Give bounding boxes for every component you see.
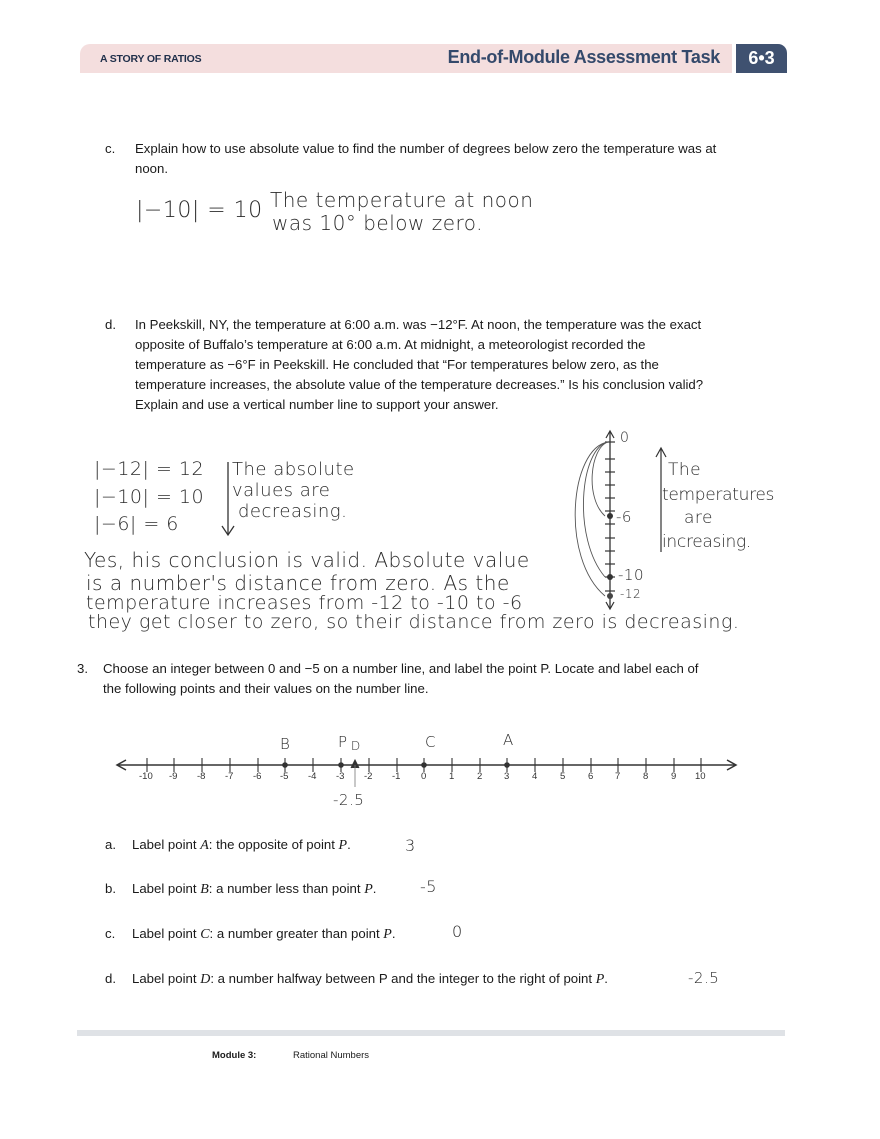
tick-label: 1 [449,771,455,782]
point-label-p: P [338,733,348,751]
hw-answer-line: The temperature at noon [270,188,534,212]
hw-note-line: values are [232,480,331,501]
hw-answer-b: -5 [420,877,437,896]
footer-divider [77,1030,785,1036]
q3-prompt-line: Choose an integer between 0 and −5 on a number line, and label the point P. Locate and label each of [103,661,699,676]
hw-note-line: are [684,508,713,528]
tick-label: 9 [671,771,677,782]
item-end: . [347,837,351,852]
q3-number: 3. [77,661,88,676]
footer-module-name: Rational Numbers [293,1050,370,1061]
tick-labels [110,771,750,785]
item-end: . [372,881,377,896]
tick-label: 6 [588,771,594,782]
part-c-prompt [135,139,795,179]
tick-label: 3 [504,771,510,782]
hw-equation: |−10| = 10 [136,198,263,223]
item-pre: Label point [132,926,201,941]
footer-module: Module 3: [212,1050,257,1061]
item-label: d. [105,971,116,986]
tick-label: 5 [560,771,566,782]
point-label-c: C [425,733,436,751]
item-post: : the opposite of point [208,837,339,852]
item-pre: Label point [132,837,201,852]
hw-explanation-line: temperature increases from -12 to -10 to -6 [86,592,523,614]
tick-label: -6 [253,771,262,782]
point-label-d: D [351,739,361,753]
item-text [132,879,376,900]
hw-note-line: The [668,460,702,480]
tick-label: 0 [421,771,427,782]
tick-label: -1 [392,771,401,782]
tick-label: -4 [308,771,317,782]
series-name: A STORY OF RATIOS [100,53,202,65]
vline-label-0: 0 [620,430,630,446]
hw-note-line: increasing. [662,532,751,552]
hw-equation: |−6| = 6 [94,513,179,535]
hw-note-line: The absolute [232,459,355,480]
tick-label: -2 [364,771,373,782]
hw-equation: |−12| = 12 [94,458,205,480]
tick-label: -5 [280,771,289,782]
item-end: . [391,926,396,941]
page-title: End-of-Module Assessment Task [447,47,720,67]
vline-label-neg12: -12 [620,587,642,601]
item-label: c. [105,926,116,941]
part-d-prompt-line: In Peekskill, NY, the temperature at 6:00 a.m. was −12°F. At noon, the temperature was the exact [135,317,702,332]
tick-label: -8 [197,771,206,782]
item-text [132,924,396,945]
tick-label: 2 [477,771,483,782]
item-text [132,969,608,990]
tick-label: 7 [615,771,621,782]
hw-equation: |−10| = 10 [94,486,205,508]
item-var: C [200,927,210,942]
vline-label-neg6: -6 [616,508,632,526]
item-end: . [604,971,608,986]
item-post: : a number less than point [208,881,365,896]
point-label-a: A [503,731,514,749]
item-label: a. [105,837,116,852]
item-var: P [595,972,605,987]
part-d-prompt [135,315,795,415]
item-var: P [364,882,373,897]
part-d-prompt-line: temperature as −6°F in Peekskill. He concluded that “For temperatures below zero, as the [135,357,659,372]
item-pre: Label point [132,971,201,986]
hw-answer-c: 0 [452,922,463,941]
part-d-label: d. [105,317,116,332]
part-d-prompt-line: opposite of Buffalo’s temperature at 6:00 a.m. At midnight, a meteorologist recorded the [135,337,646,352]
item-var: P [338,838,348,853]
item-var: A [200,838,209,853]
hw-note-line: decreasing. [238,501,348,522]
item-label: b. [105,881,116,896]
item-text [132,835,351,856]
hw-note-line: temperatures [662,485,775,505]
tick-label: 8 [643,771,649,782]
part-d-prompt-line: Explain and use a vertical number line to support your answer. [135,397,499,412]
hw-explanation-line: they get closer to zero, so their distance from zero is decreasing. [88,611,740,633]
item-var: D [200,972,211,987]
vertical-number-line [560,428,660,618]
hw-answer-line: was 10° below zero. [272,211,484,235]
item-var: B [200,882,209,897]
point-label-b: B [280,735,291,753]
q3-prompt-line: the following points and their values on the number line. [103,681,429,696]
part-c-label: c. [105,141,116,156]
item-pre: Label point [132,881,201,896]
tick-label: -10 [139,771,153,782]
hw-answer-a: 3 [405,836,416,855]
q3-prompt [103,659,793,699]
hw-answer-d: -2.5 [688,969,720,987]
part-c-prompt-line: noon. [135,161,169,176]
tick-label: -9 [169,771,178,782]
tick-label: -3 [336,771,345,782]
item-post: : a number halfway between P and the integer to the right of point [210,971,596,986]
tick-label: 4 [532,771,538,782]
hw-explanation-line: is a number's distance from zero. As the [86,571,510,595]
part-c-prompt-line: Explain how to use absolute value to find the number of degrees below zero the temperature was at [135,141,717,156]
item-post: : a number greater than point [209,926,384,941]
module-badge: 6•3 [736,44,787,73]
tick-label: 10 [695,771,706,782]
part-d-prompt-line: temperature increases, the absolute value of the temperature decreases.” Is his conclusion valid? [135,377,704,392]
d-value-label: -2.5 [333,791,365,809]
hw-explanation-line: Yes, his conclusion is valid. Absolute value [84,548,530,572]
tick-label: -7 [225,771,234,782]
item-var: P [383,927,392,942]
vline-label-neg10: -10 [618,566,644,584]
